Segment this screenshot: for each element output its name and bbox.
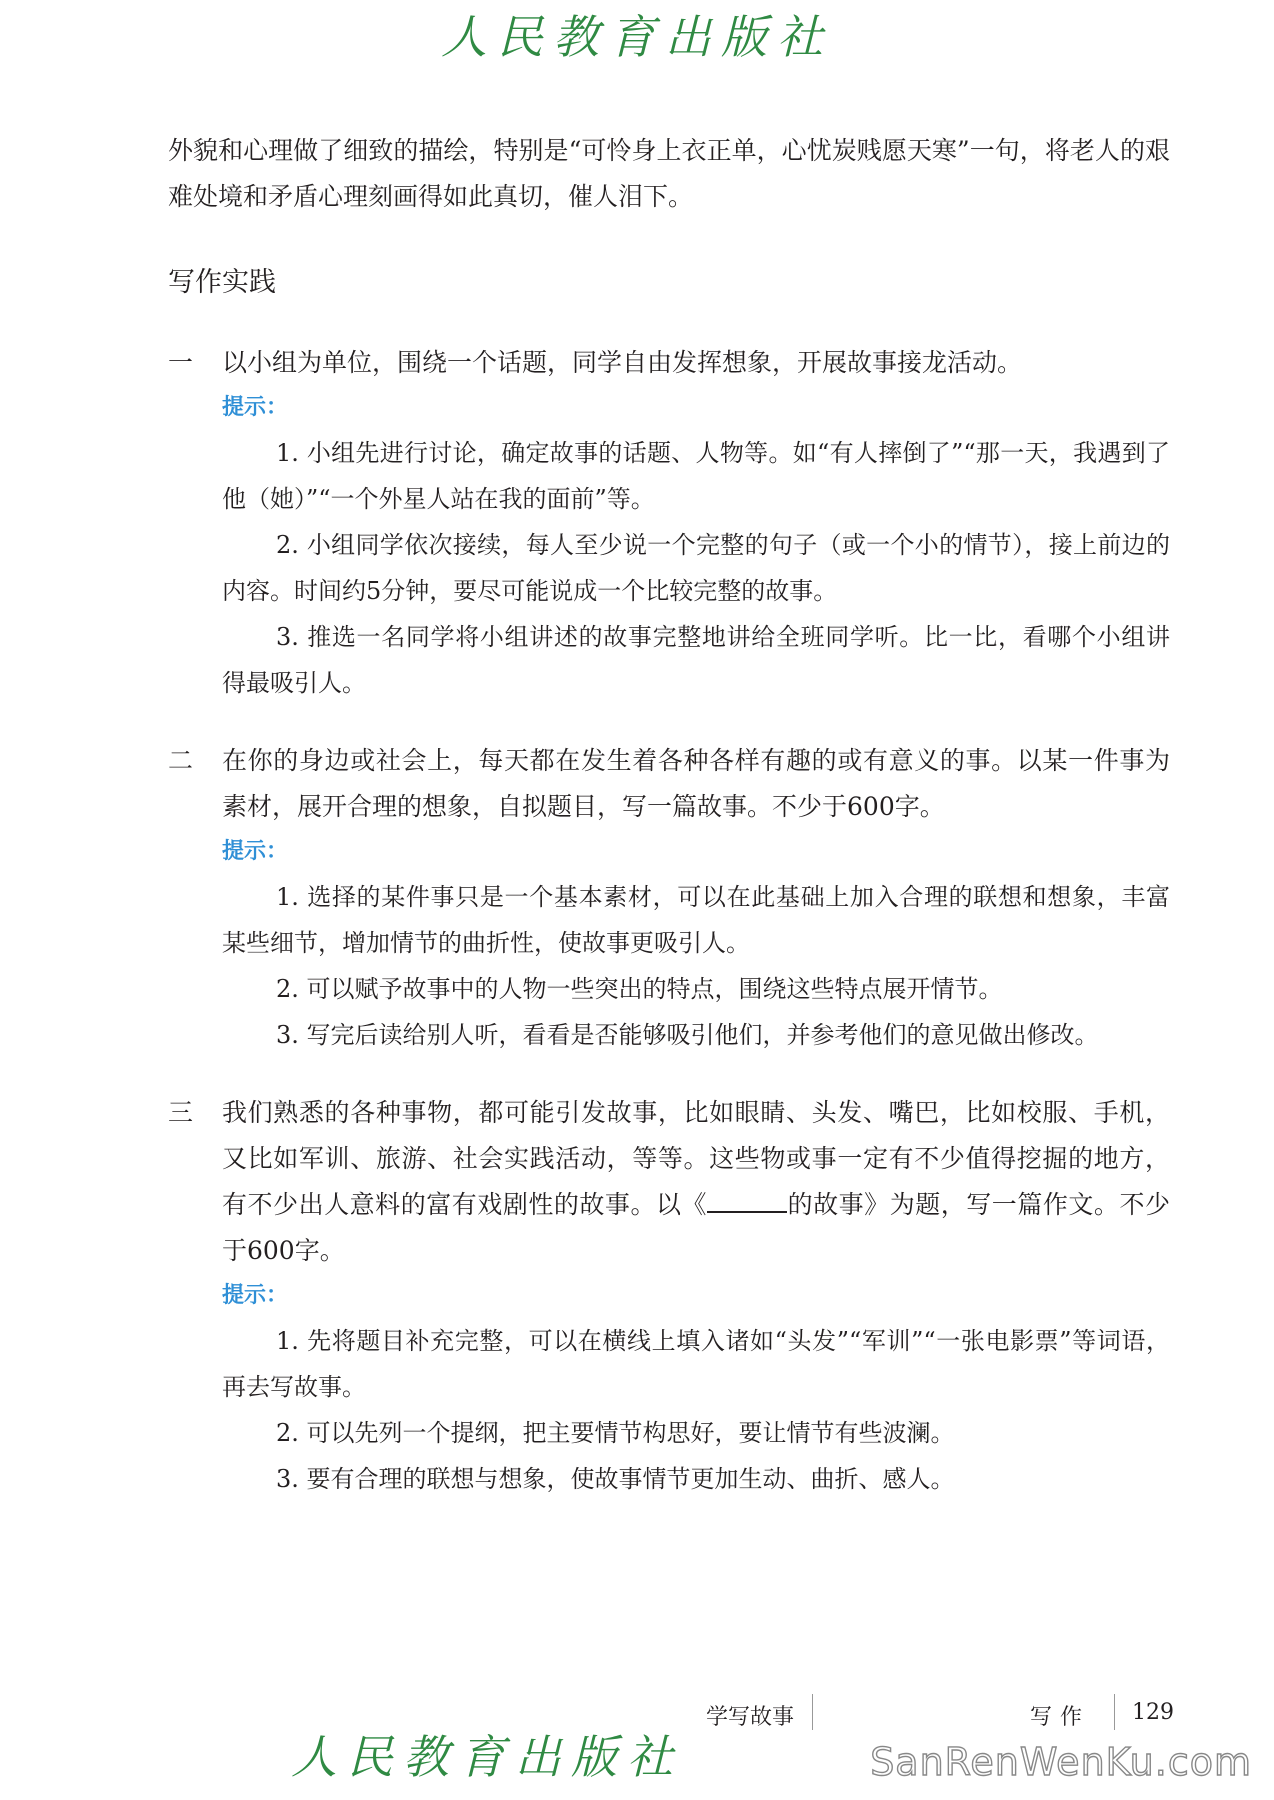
hint-item: 2. 小组同学依次接续，每人至少说一个完整的句子（或一个小的情节），接上前边的内容。时间约5分钟，要尽可能说成一个比较完整的故事。 [222,531,1170,605]
task-text: 以小组为单位，围绕一个话题，同学自由发挥想象，开展故事接龙活动。 [222,348,1023,377]
task-number: 二 [168,746,194,775]
hint-item: 3. 写完后读给别人听，看看是否能够吸引他们，并参考他们的意见做出修改。 [276,1021,1099,1049]
watermark: SanRenWenKu.com [870,1740,1252,1784]
task-text: 在你的身边或社会上，每天都在发生着各种各样有趣的或有意义的事。以某一件事为素材，展开合理的想象，自拟题目，写一篇故事。不少于600字。 [222,746,1170,821]
hint-label: 提示： [222,395,289,420]
hint-label: 提示： [222,839,289,864]
task-text [222,1090,1170,1274]
hint-item: 3. 推选一名同学将小组讲述的故事完整地讲给全班同学听。比一比，看哪个小组讲得最吸引人。 [222,623,1170,697]
page-number: 129 [1132,1700,1174,1725]
hint-item: 1. 先将题目补充完整，可以在横线上填入诸如“头发”“军训”“一张电影票”等词语，再去写故事。 [222,1327,1170,1401]
hint-item: 1. 小组先进行讨论，确定故事的话题、人物等。如“有人摔倒了”“那一天，我遇到了他（她）”“一个外星人站在我的面前”等。 [222,439,1170,513]
hint-item: 3. 要有合理的联想与想象，使故事情节更加生动、曲折、感人。 [276,1465,955,1493]
footer-divider [812,1694,813,1730]
publisher-logo-top: 人民教育出版社 [441,10,833,64]
publisher-logo-bottom: 人民教育出版社 [291,1730,683,1784]
footer-section: 写作 [1030,1705,1091,1730]
hint-label: 提示： [222,1283,289,1308]
fill-in-blank [707,1185,787,1213]
hint-item: 2. 可以先列一个提纲，把主要情节构思好，要让情节有些波澜。 [276,1419,955,1447]
footer-chapter: 学写故事 [706,1705,795,1730]
hint-item: 1. 选择的某件事只是一个基本素材，可以在此基础上加入合理的联想和想象，丰富某些细节，增加情节的曲折性，使故事更吸引人。 [222,883,1170,957]
section-title: 写作实践 [168,267,276,298]
task-3 [168,1090,1170,1274]
task-2 [168,738,1170,830]
task-text-after: 的故事》为题，写一篇作文。不少于600字。 [222,1190,1170,1265]
task-number: 一 [168,348,194,377]
page-content [168,128,1170,1502]
intro-paragraph: 外貌和心理做了细致的描绘，特别是“可怜身上衣正单，心忧炭贱愿天寒”一句，将老人的艰难处境和矛盾心理刻画得如此真切，催人泪下。 [168,136,1170,211]
footer-divider [1114,1694,1115,1730]
task-number: 三 [168,1098,194,1127]
hint-item: 2. 可以赋予故事中的人物一些突出的特点，围绕这些特点展开情节。 [276,975,1003,1003]
task-1 [168,340,1170,386]
task-text-before: 我们熟悉的各种事物，都可能引发故事，比如眼睛、头发、嘴巴，比如校服、手机，又比如军训、旅游、社会实践活动，等等。这些物或事一定有不少值得挖掘的地方，有不少出人意料的富有戏剧性的故事。以《 [222,1098,1170,1219]
